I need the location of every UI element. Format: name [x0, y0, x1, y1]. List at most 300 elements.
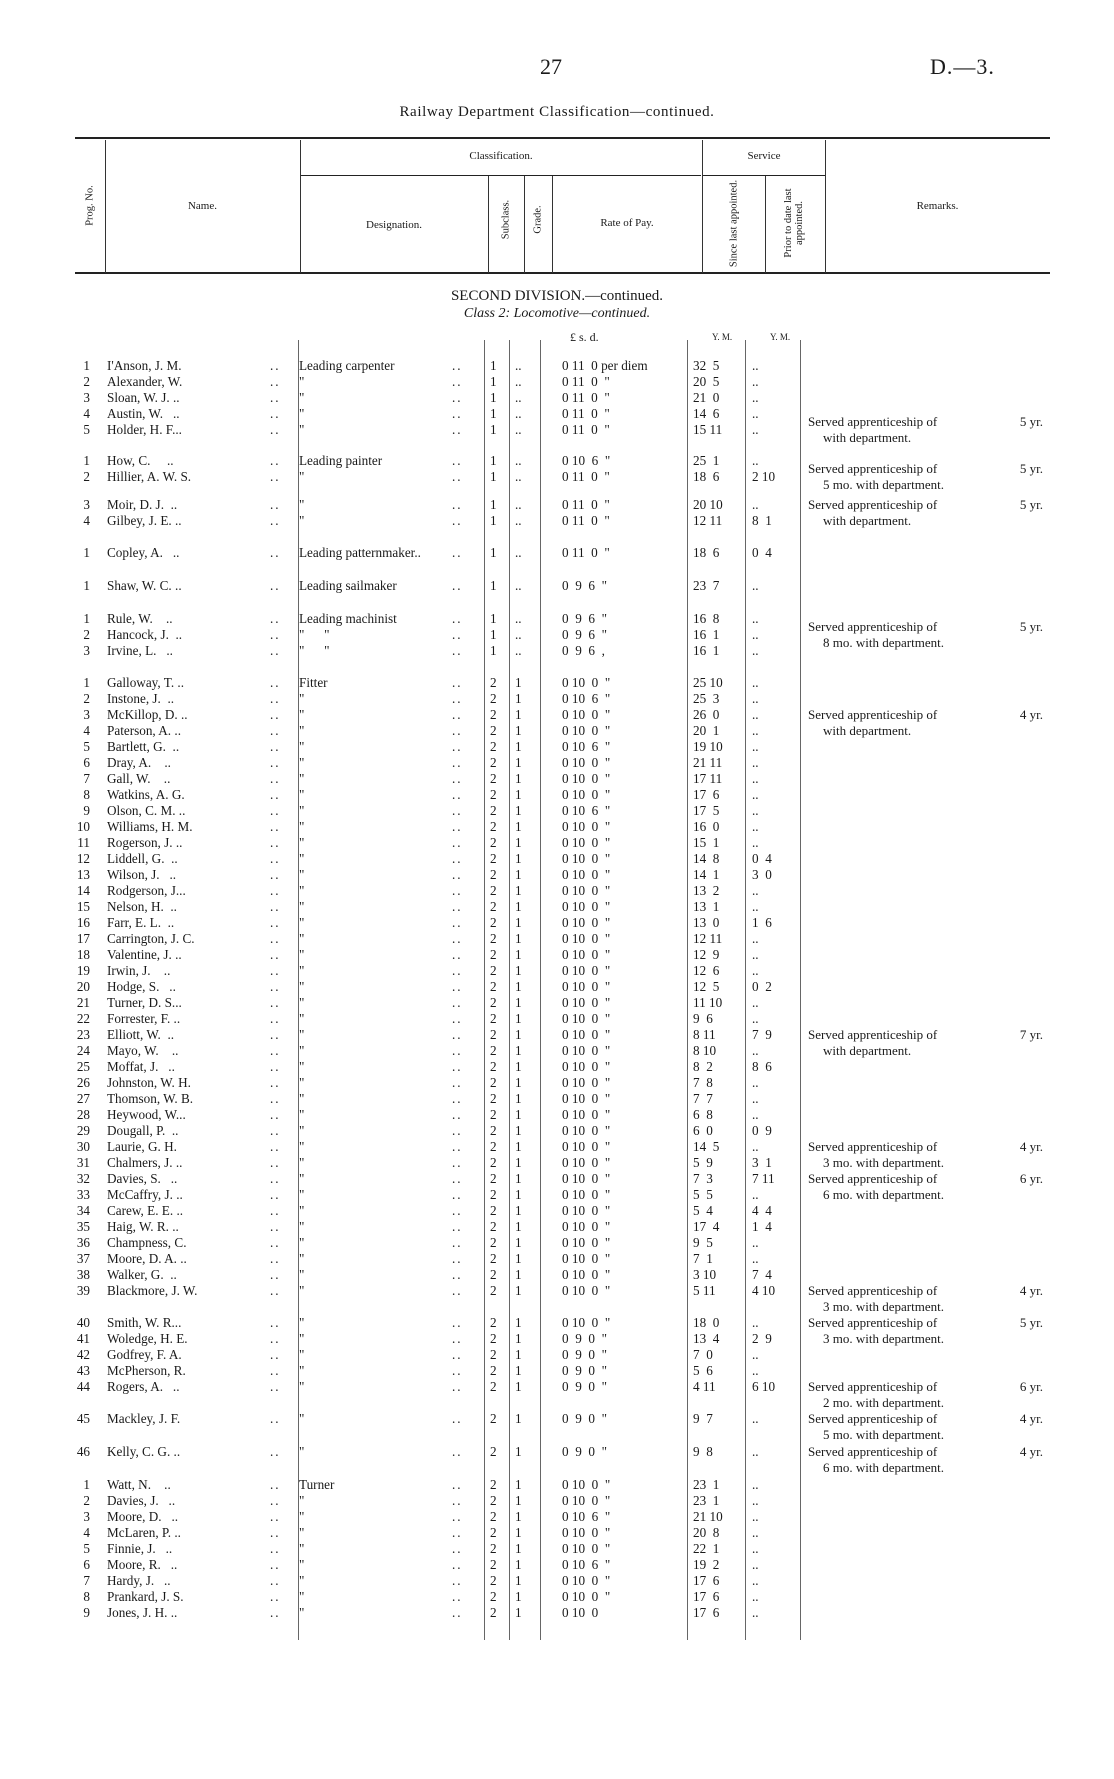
leader-dots: .. [452, 867, 463, 882]
prior-service-cell: 1 4 [752, 1219, 772, 1234]
since-appointed-cell: 4 11 [693, 1379, 716, 1394]
prior-service-cell: .. [752, 1235, 759, 1250]
since-appointed-cell: 21 10 [693, 1509, 723, 1524]
col-designation: Designation. [366, 219, 422, 231]
prog-no-cell: 7 [83, 1573, 90, 1588]
prior-service-cell: .. [752, 1541, 759, 1556]
name-cell: Prankard, J. S. [107, 1589, 184, 1604]
remark-detail: 3 mo. with department. [823, 1331, 944, 1346]
designation-cell: " [299, 469, 305, 484]
remark-years: 4 yr. [1019, 1411, 1043, 1426]
subclass-cell: 1 [490, 453, 497, 468]
rate-of-pay-cell: 0 10 0 " [562, 819, 611, 834]
leader-dots: .. [270, 422, 281, 437]
leader-dots: .. [452, 1091, 463, 1106]
leader-dots: .. [452, 1315, 463, 1330]
prog-no-cell: 33 [76, 1187, 90, 1202]
designation-cell: " [299, 374, 305, 389]
subclass-cell: 2 [490, 899, 497, 914]
name-cell: Hancock, J. .. [107, 627, 183, 642]
subclass-cell: 2 [490, 1509, 497, 1524]
leader-dots: .. [452, 1444, 463, 1459]
since-appointed-cell: 32 5 [693, 358, 720, 373]
since-appointed-cell: 18 6 [693, 469, 720, 484]
since-appointed-cell: 19 2 [693, 1557, 720, 1572]
prog-no-cell: 26 [76, 1075, 90, 1090]
prior-service-cell: .. [752, 1493, 759, 1508]
subclass-cell: 2 [490, 883, 497, 898]
since-appointed-cell: 17 5 [693, 803, 720, 818]
rate-of-pay-cell: 0 10 0 " [562, 1107, 611, 1122]
since-appointed-cell: 25 10 [693, 675, 723, 690]
prog-no-cell: 3 [83, 1509, 90, 1524]
leader-dots: .. [452, 578, 463, 593]
prior-service-cell: .. [752, 995, 759, 1010]
subclass-cell: 2 [490, 1589, 497, 1604]
prior-service-cell: .. [752, 422, 759, 437]
grade-cell: 1 [515, 723, 522, 738]
designation-cell: " [299, 1155, 305, 1170]
leader-dots: .. [270, 1509, 281, 1524]
rate-of-pay-cell: 0 10 0 " [562, 1525, 611, 1540]
since-appointed-cell: 20 8 [693, 1525, 720, 1540]
leader-dots: .. [270, 453, 281, 468]
designation-cell: " [299, 1027, 305, 1042]
since-appointed-cell: 12 11 [693, 513, 723, 528]
name-cell: Jones, J. H. .. [107, 1605, 178, 1620]
rate-of-pay-cell: 0 10 6 " [562, 453, 611, 468]
designation-cell: Turner [299, 1477, 335, 1492]
subclass-cell: 2 [490, 787, 497, 802]
leader-dots: .. [452, 497, 463, 512]
subclass-cell: 2 [490, 1091, 497, 1106]
grade-cell: 1 [515, 995, 522, 1010]
name-cell: Sloan, W. J. .. [107, 390, 180, 405]
leader-dots: .. [452, 931, 463, 946]
name-cell: Mayo, W. .. [107, 1043, 179, 1058]
leader-dots: .. [452, 947, 463, 962]
table-row [0, 390, 1114, 406]
since-appointed-cell: 14 5 [693, 1139, 720, 1154]
prog-no-cell: 5 [83, 422, 90, 437]
grade-cell: 1 [515, 1011, 522, 1026]
name-cell: Mackley, J. F. [107, 1411, 181, 1426]
rate-of-pay-cell: 0 10 0 " [562, 1589, 611, 1604]
subclass-cell: 2 [490, 1203, 497, 1218]
subclass-cell: 2 [490, 723, 497, 738]
name-cell: Gilbey, J. E. .. [107, 513, 182, 528]
designation-cell: " [299, 513, 305, 528]
prior-service-cell: 3 1 [752, 1155, 772, 1170]
grade-cell: 1 [515, 963, 522, 978]
designation-cell: " [299, 1541, 305, 1556]
leader-dots: .. [452, 643, 463, 658]
designation-cell: " [299, 899, 305, 914]
prior-service-cell: .. [752, 611, 759, 626]
subclass-cell: 2 [490, 691, 497, 706]
grade-cell: 1 [515, 1493, 522, 1508]
prog-no-cell: 2 [83, 469, 90, 484]
prog-no-cell: 36 [76, 1235, 90, 1250]
leader-dots: .. [452, 723, 463, 738]
subclass-cell: 2 [490, 1171, 497, 1186]
designation-cell: " [299, 1525, 305, 1540]
prior-service-cell: 0 2 [752, 979, 772, 994]
table-row [0, 374, 1114, 390]
rate-of-pay-cell: 0 11 0 " [562, 374, 610, 389]
prog-no-cell: 1 [83, 545, 90, 560]
remark-detail: with department. [823, 1043, 912, 1058]
subclass-cell: 2 [490, 1557, 497, 1572]
grade-cell: 1 [515, 947, 522, 962]
name-cell: Instone, J. .. [107, 691, 175, 706]
since-appointed-cell: 7 8 [693, 1075, 713, 1090]
prior-service-cell: .. [752, 1589, 759, 1604]
remark-years: 6 yr. [1019, 1171, 1043, 1186]
subclass-cell: 2 [490, 963, 497, 978]
rate-of-pay-cell: 0 10 6 " [562, 1557, 611, 1572]
subclass-cell: 2 [490, 1123, 497, 1138]
name-cell: Austin, W. .. [107, 406, 180, 421]
rate-of-pay-cell: 0 10 0 " [562, 915, 611, 930]
grade-cell: 1 [515, 1589, 522, 1604]
table-row [0, 931, 1114, 947]
table-row [0, 1493, 1114, 1509]
leader-dots: .. [452, 963, 463, 978]
prior-service-cell: .. [752, 787, 759, 802]
table-row [0, 1011, 1114, 1027]
name-cell: Rogers, A. .. [107, 1379, 180, 1394]
prog-no-cell: 19 [76, 963, 90, 978]
rate-of-pay-cell: 0 10 0 " [562, 1075, 611, 1090]
rate-of-pay-cell: 0 9 0 " [562, 1347, 607, 1362]
rate-of-pay-cell: 0 10 0 " [562, 755, 611, 770]
remark-years: 5 yr. [1019, 497, 1043, 512]
prior-service-cell: 2 10 [752, 469, 776, 484]
name-cell: Rule, W. .. [107, 611, 173, 626]
since-appointed-cell: 16 1 [693, 627, 720, 642]
since-appointed-cell: 5 4 [693, 1203, 713, 1218]
name-cell: Williams, H. M. [107, 819, 193, 834]
grade-cell: 1 [515, 803, 522, 818]
since-appointed-cell: 7 7 [693, 1091, 713, 1106]
rate-of-pay-cell: 0 10 6 " [562, 1509, 611, 1524]
designation-cell: " [299, 1059, 305, 1074]
rate-of-pay-cell: 0 10 0 " [562, 1477, 611, 1492]
rate-of-pay-cell: 0 10 0 " [562, 1043, 611, 1058]
name-cell: Haig, W. R. .. [107, 1219, 179, 1234]
section-title: SECOND DIVISION.—continued. [450, 288, 664, 304]
designation-cell: " [299, 1493, 305, 1508]
subclass-cell: 2 [490, 1107, 497, 1122]
rate-of-pay-cell: 0 9 0 " [562, 1363, 607, 1378]
leader-dots: .. [270, 1557, 281, 1572]
leader-dots: .. [452, 1557, 463, 1572]
leader-dots: .. [270, 883, 281, 898]
designation-cell: " [299, 1219, 305, 1234]
subclass-cell: 2 [490, 819, 497, 834]
grade-cell: 1 [515, 1444, 522, 1459]
designation-cell: " [299, 691, 305, 706]
grade-cell: .. [515, 374, 522, 389]
designation-cell: " [299, 1411, 305, 1426]
rate-of-pay-cell: 0 11 0 per diem [562, 358, 648, 373]
subclass-cell: 1 [490, 513, 497, 528]
leader-dots: .. [452, 739, 463, 754]
rate-of-pay-cell: 0 10 0 " [562, 1123, 611, 1138]
prog-no-cell: 45 [76, 1411, 90, 1426]
leader-dots: .. [270, 1347, 281, 1362]
page-number: 27 [540, 54, 562, 79]
subclass-cell: 2 [490, 1267, 497, 1282]
table-row [0, 1091, 1114, 1107]
pay-units: £ s. d. [570, 330, 599, 344]
since-appointed-cell: 23 1 [693, 1493, 720, 1508]
leader-dots: .. [270, 851, 281, 866]
leader-dots: .. [452, 675, 463, 690]
leader-dots: .. [270, 1091, 281, 1106]
leader-dots: .. [270, 1267, 281, 1282]
leader-dots: .. [452, 1011, 463, 1026]
document-reference: D.—3. [930, 54, 995, 79]
prior-service-cell: .. [752, 835, 759, 850]
since-appointed-cell: 17 6 [693, 1573, 720, 1588]
leader-dots: .. [452, 1123, 463, 1138]
subclass-cell: 2 [490, 915, 497, 930]
table-row [0, 1219, 1114, 1235]
prog-no-cell: 41 [76, 1331, 90, 1346]
since-appointed-cell: 12 11 [693, 931, 723, 946]
prog-no-cell: 5 [83, 739, 90, 754]
leader-dots: .. [452, 545, 463, 560]
prior-service-cell: .. [752, 627, 759, 642]
remark [808, 1027, 1043, 1059]
leader-dots: .. [270, 1605, 281, 1620]
leader-dots: .. [452, 1075, 463, 1090]
leader-dots: .. [452, 1605, 463, 1620]
rate-of-pay-cell: 0 11 0 " [562, 390, 610, 405]
designation-cell: Leading carpenter [299, 358, 395, 373]
leader-dots: .. [452, 1283, 463, 1298]
subclass-cell: 1 [490, 469, 497, 484]
prog-no-cell: 1 [83, 1477, 90, 1492]
since-appointed-cell: 13 4 [693, 1331, 720, 1346]
rate-of-pay-cell: 0 10 0 " [562, 1267, 611, 1282]
leader-dots: .. [452, 915, 463, 930]
grade-cell: 1 [515, 787, 522, 802]
leader-dots: .. [270, 979, 281, 994]
prog-no-cell: 15 [76, 899, 90, 914]
designation-cell: Leading machinist [299, 611, 397, 626]
since-appointed-cell: 17 11 [693, 771, 723, 786]
prog-no-cell: 2 [83, 374, 90, 389]
name-cell: Nelson, H. .. [107, 899, 177, 914]
since-appointed-cell: 9 8 [693, 1444, 713, 1459]
col-prior-to-date: Prior to date last appointed. [783, 188, 805, 258]
subclass-cell: 2 [490, 1444, 497, 1459]
designation-cell: " [299, 1187, 305, 1202]
rate-of-pay-cell: 0 10 0 " [562, 1541, 611, 1556]
table-top-rule [75, 137, 1050, 139]
name-cell: Irwin, J. .. [107, 963, 171, 978]
prior-service-cell: .. [752, 899, 759, 914]
rate-of-pay-cell: 0 10 0 " [562, 1187, 611, 1202]
leader-dots: .. [452, 995, 463, 1010]
designation-cell: " [299, 390, 305, 405]
subclass-cell: 2 [490, 1573, 497, 1588]
table-header-bottom-rule [75, 272, 1050, 274]
name-cell: Godfrey, F. A. [107, 1347, 182, 1362]
leader-dots: .. [270, 867, 281, 882]
prog-no-cell: 29 [76, 1123, 90, 1138]
designation-cell: " [299, 1363, 305, 1378]
prior-service-cell: .. [752, 723, 759, 738]
service-underline [703, 175, 825, 176]
prog-no-cell: 13 [76, 867, 90, 882]
leader-dots: .. [270, 915, 281, 930]
prior-service-cell: .. [752, 1573, 759, 1588]
rate-of-pay-cell: 0 10 0 " [562, 771, 611, 786]
prior-service-cell: 7 4 [752, 1267, 772, 1282]
prog-no-cell: 2 [83, 691, 90, 706]
name-cell: Gall, W. .. [107, 771, 171, 786]
leader-dots: .. [452, 390, 463, 405]
remark-detail: with department. [823, 723, 912, 738]
prog-no-cell: 4 [83, 1525, 90, 1540]
leader-dots: .. [270, 1573, 281, 1588]
name-cell: Copley, A. .. [107, 545, 180, 560]
subclass-cell: 1 [490, 611, 497, 626]
prior-service-cell: .. [752, 1187, 759, 1202]
leader-dots: .. [452, 1525, 463, 1540]
prior-service-cell: .. [752, 1605, 759, 1620]
designation-cell: " [299, 947, 305, 962]
classification-underline [300, 175, 701, 176]
prior-units: Y. M. [770, 332, 791, 342]
subclass-cell: 2 [490, 1155, 497, 1170]
prog-no-cell: 1 [83, 578, 90, 593]
subclass-cell: 2 [490, 1219, 497, 1234]
since-appointed-cell: 5 6 [693, 1363, 713, 1378]
rate-of-pay-cell: 0 11 0 " [562, 497, 610, 512]
col-service: Service [747, 150, 781, 162]
subclass-cell: 1 [490, 390, 497, 405]
leader-dots: .. [452, 771, 463, 786]
remark-detail: with department. [823, 513, 912, 528]
grade-cell: 1 [515, 1043, 522, 1058]
rate-of-pay-cell: 0 10 0 " [562, 1155, 611, 1170]
rate-of-pay-cell: 0 10 0 " [562, 723, 611, 738]
grade-cell: .. [515, 469, 522, 484]
since-appointed-cell: 23 7 [693, 578, 720, 593]
remark-detail: 6 mo. with department. [823, 1187, 944, 1202]
since-appointed-cell: 12 5 [693, 979, 720, 994]
leader-dots: .. [270, 803, 281, 818]
rate-of-pay-cell: 0 10 0 " [562, 931, 611, 946]
name-cell: Forrester, F. .. [107, 1011, 181, 1026]
since-appointed-cell: 13 2 [693, 883, 720, 898]
grade-cell: 1 [515, 883, 522, 898]
name-cell: I'Anson, J. M. [107, 358, 182, 373]
table-row [0, 1363, 1114, 1379]
prog-no-cell: 3 [83, 707, 90, 722]
prog-no-cell: 44 [76, 1379, 90, 1394]
prog-no-cell: 8 [83, 1589, 90, 1604]
subclass-cell: 1 [490, 627, 497, 642]
rate-of-pay-cell: 0 10 0 " [562, 851, 611, 866]
prior-service-cell: 0 4 [752, 851, 772, 866]
grade-cell: 1 [515, 819, 522, 834]
grade-cell: 1 [515, 1557, 522, 1572]
grade-cell: 1 [515, 675, 522, 690]
since-appointed-cell: 12 6 [693, 963, 720, 978]
rate-of-pay-cell: 0 9 6 , [562, 643, 605, 658]
leader-dots: .. [270, 1493, 281, 1508]
prior-service-cell: .. [752, 1251, 759, 1266]
grade-cell: 1 [515, 931, 522, 946]
leader-dots: .. [452, 1493, 463, 1508]
table-row [0, 739, 1114, 755]
grade-cell: 1 [515, 867, 522, 882]
name-cell: Champness, C. [107, 1235, 187, 1250]
rate-of-pay-cell: 0 9 0 " [562, 1444, 607, 1459]
rate-of-pay-cell: 0 10 0 " [562, 707, 611, 722]
since-appointed-cell: 16 1 [693, 643, 720, 658]
name-cell: Rodgerson, J... [107, 883, 186, 898]
prog-no-cell: 4 [83, 513, 90, 528]
since-appointed-cell: 14 1 [693, 867, 720, 882]
since-appointed-cell: 16 0 [693, 819, 720, 834]
grade-cell: 1 [515, 1251, 522, 1266]
remark-text: Served apprenticeship of [808, 1171, 938, 1186]
remark-detail: 5 mo. with department. [823, 477, 944, 492]
prior-service-cell: 7 9 [752, 1027, 772, 1042]
grade-cell: 1 [515, 1123, 522, 1138]
grade-cell: .. [515, 497, 522, 512]
prog-no-cell: 31 [76, 1155, 90, 1170]
leader-dots: .. [270, 1171, 281, 1186]
remark [808, 1379, 1043, 1411]
since-appointed-cell: 23 1 [693, 1477, 720, 1492]
prior-service-cell: .. [752, 1043, 759, 1058]
subclass-cell: 2 [490, 979, 497, 994]
name-cell: Hillier, A. W. S. [107, 469, 192, 484]
remark [808, 1444, 1043, 1476]
prior-service-cell: .. [752, 1011, 759, 1026]
leader-dots: .. [270, 707, 281, 722]
since-appointed-cell: 5 5 [693, 1187, 713, 1202]
prog-no-cell: 4 [83, 723, 90, 738]
rate-of-pay-cell: 0 10 0 " [562, 1251, 611, 1266]
leader-dots: .. [452, 469, 463, 484]
prog-no-cell: 30 [76, 1139, 90, 1154]
table-row [0, 819, 1114, 835]
leader-dots: .. [452, 1363, 463, 1378]
leader-dots: .. [270, 1107, 281, 1122]
since-appointed-cell: 13 1 [693, 899, 720, 914]
remark-years: 7 yr. [1019, 1027, 1043, 1042]
remark-text: Served apprenticeship of [808, 619, 938, 634]
prog-no-cell: 21 [76, 995, 90, 1010]
name-cell: Dray, A. .. [107, 755, 171, 770]
prior-service-cell: .. [752, 707, 759, 722]
leader-dots: .. [270, 787, 281, 802]
leader-dots: .. [452, 1251, 463, 1266]
grade-cell: 1 [515, 1235, 522, 1250]
rate-of-pay-cell: 0 10 0 " [562, 1315, 611, 1330]
prior-service-cell: .. [752, 755, 759, 770]
prog-no-cell: 3 [83, 497, 90, 512]
